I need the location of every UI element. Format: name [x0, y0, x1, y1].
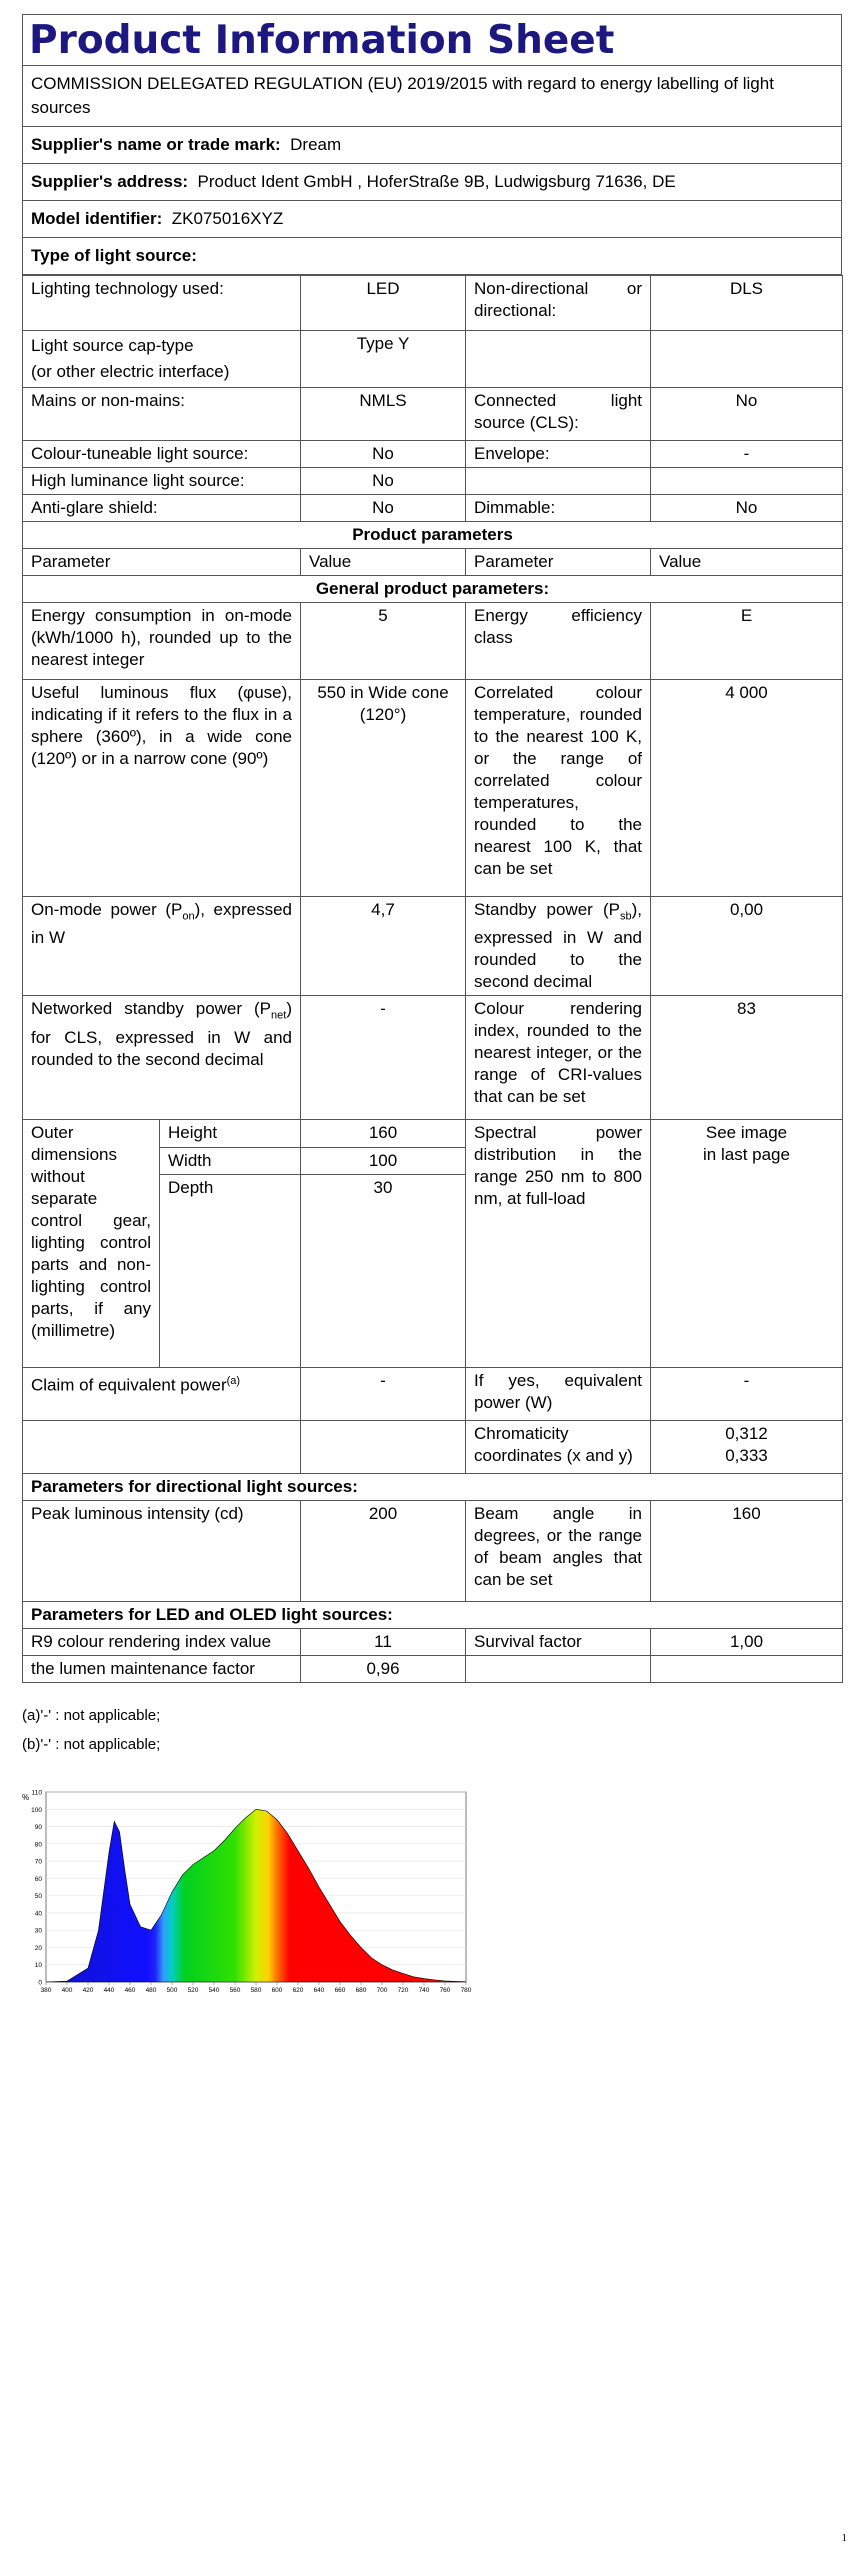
- table-row: [23, 603, 843, 680]
- depth-value: 30: [301, 1175, 466, 1368]
- cri-label: Colour rendering index, rounded to the nearest integer, or the range of CRI-values that can be set: [466, 996, 651, 1120]
- colour-tuneable-value: No: [301, 441, 466, 468]
- x-axis-ticks: [41, 1982, 472, 1994]
- col-value-1: Value: [301, 549, 466, 576]
- spectral-label: Spectral power distribution in the range 250 nm to 800 nm, at full-load: [466, 1120, 651, 1368]
- anti-glare-label: Anti-glare shield:: [23, 495, 301, 522]
- y-tick-label: 110: [31, 1789, 42, 1797]
- product-parameters-heading: Product parameters: [23, 522, 843, 549]
- dimmable-value: No: [651, 495, 843, 522]
- y-tick-label: 50: [34, 1893, 42, 1901]
- y-tick-label: 90: [34, 1824, 42, 1832]
- cri-value: 83: [651, 996, 843, 1120]
- footnote-a: $^{(a)}$'-' : not applicable;: [22, 1707, 161, 1724]
- cct-value: 4 000: [651, 680, 843, 897]
- table-row: [23, 680, 843, 897]
- directional-label: Non-directional or directional:: [466, 276, 651, 331]
- height-value: 160: [301, 1120, 466, 1148]
- table-row: [23, 897, 843, 996]
- x-tick-label: 600: [271, 1987, 283, 1994]
- high-luminance-label: High luminance light source:: [23, 468, 301, 495]
- luminous-flux-value: 550 in Wide cone (120°): [301, 680, 466, 897]
- x-tick-label: 660: [334, 1987, 346, 1994]
- x-tick-label: 740: [418, 1987, 430, 1994]
- x-tick-label: 380: [40, 1987, 52, 1994]
- x-tick-label: 560: [229, 1987, 241, 1994]
- table-row: [23, 468, 843, 495]
- type-heading: Type of light source:: [23, 238, 841, 275]
- height-label: Height: [160, 1120, 301, 1148]
- anti-glare-value: No: [301, 495, 466, 522]
- table-row: [23, 1501, 843, 1602]
- peak-intensity-value: 200: [301, 1501, 466, 1602]
- table-row: [23, 441, 843, 468]
- main-table: [22, 275, 843, 1683]
- width-label: Width: [160, 1147, 301, 1175]
- table-row: [23, 996, 843, 1120]
- table-row: [23, 1421, 843, 1474]
- y-tick-label: 0: [38, 1979, 42, 1987]
- on-mode-power-label: On-mode power $(P_{on})$, expressed in W: [23, 897, 301, 996]
- colour-tuneable-label: Colour-tuneable light source:: [23, 441, 301, 468]
- chromaticity-label: Chromaticity coordinates (x and y): [466, 1421, 651, 1474]
- r9-value: 11: [301, 1629, 466, 1656]
- lighting-tech-value: LED: [301, 276, 466, 331]
- table-row: [23, 495, 843, 522]
- cct-label: Correlated colour temperature, rounded to the nearest 100 K, or the range of correlated colour temperatures, rounded to the nearest 100 K, that can be set: [466, 680, 651, 897]
- y-tick-label: 10: [34, 1962, 42, 1970]
- if-yes-label: If yes, equivalent power (W): [466, 1368, 651, 1421]
- table-row: [23, 388, 843, 441]
- directional-heading: Parameters for directional light sources:: [23, 1474, 843, 1501]
- y-tick-label: 20: [34, 1944, 42, 1952]
- r9-label: R9 colour rendering index value: [23, 1629, 301, 1656]
- y-tick-label: 80: [34, 1841, 42, 1849]
- lumen-maintenance-label: the lumen maintenance factor: [23, 1656, 301, 1683]
- survival-value: 1,00: [651, 1629, 843, 1656]
- regulation-text: COMMISSION DELEGATED REGULATION (EU) 2019/2015 with regard to energy labelling of light sources: [23, 66, 841, 127]
- col-value-2: Value: [651, 549, 843, 576]
- networked-standby-value: -: [301, 996, 466, 1120]
- x-tick-label: 580: [250, 1987, 262, 1994]
- cls-value: No: [651, 388, 843, 441]
- spectral-value: See image in last page: [651, 1120, 843, 1368]
- header-box: [22, 14, 842, 275]
- networked-standby-label: Networked standby power $(P_{net})$ for CLS, expressed in W and rounded to the second decimal: [23, 996, 301, 1120]
- envelope-label: Envelope:: [466, 441, 651, 468]
- table-row: [23, 1474, 843, 1501]
- x-tick-label: 440: [103, 1987, 115, 1994]
- on-mode-power-value: 4,7: [301, 897, 466, 996]
- y-tick-label: 40: [34, 1910, 42, 1918]
- x-tick-label: 640: [313, 1987, 325, 1994]
- table-row: [23, 1602, 843, 1629]
- table-row: [23, 1629, 843, 1656]
- x-tick-label: 400: [61, 1987, 73, 1994]
- table-row: [23, 276, 843, 331]
- table-row: [23, 549, 843, 576]
- y-axis-ticks: [31, 1790, 42, 1987]
- lumen-maintenance-value: 0,96: [301, 1656, 466, 1683]
- if-yes-value: -: [651, 1368, 843, 1421]
- x-tick-label: 700: [376, 1987, 388, 1994]
- x-tick-label: 780: [460, 1987, 472, 1994]
- page-number: 1: [841, 2532, 847, 2544]
- y-tick-label: 70: [34, 1858, 42, 1866]
- directional-value: DLS: [651, 276, 843, 331]
- equivalent-power-value: -: [301, 1368, 466, 1421]
- depth-label: Depth: [160, 1175, 301, 1368]
- cap-type-value: Type Y: [301, 331, 466, 388]
- table-row: [23, 1656, 843, 1683]
- chromaticity-value: 0,312 0,333: [651, 1421, 843, 1474]
- spectral-chart: [16, 1778, 476, 2008]
- mains-label: Mains or non-mains:: [23, 388, 301, 441]
- energy-consumption-value: 5: [301, 603, 466, 680]
- table-row: [23, 331, 843, 388]
- model-identifier: Model identifier: ZK075016XYZ: [23, 201, 841, 238]
- page-title: Product Information Sheet: [23, 15, 841, 66]
- x-tick-label: 480: [145, 1987, 157, 1994]
- standby-power-value: 0,00: [651, 897, 843, 996]
- table-row: [23, 1120, 843, 1148]
- x-tick-label: 720: [397, 1987, 409, 1994]
- x-tick-label: 760: [439, 1987, 451, 1994]
- supplier-name: Supplier's name or trade mark: Dream: [23, 127, 841, 164]
- product-information-sheet: [22, 14, 842, 1683]
- y-tick-label: 60: [34, 1875, 42, 1883]
- outer-dimensions-label: Outer dimensions without separate control gear, lighting control parts and non-lighting control parts, if any (millimetre): [23, 1120, 160, 1368]
- energy-class-value: E: [651, 603, 843, 680]
- dimmable-label: Dimmable:: [466, 495, 651, 522]
- footnote-b: $^{(b)}$'-' : not applicable;: [22, 1736, 161, 1753]
- equivalent-power-label: Claim of equivalent power$^{(a)}$: [23, 1368, 301, 1421]
- high-luminance-value: No: [301, 468, 466, 495]
- x-tick-label: 680: [355, 1987, 367, 1994]
- energy-consumption-label: Energy consumption in on-mode (kWh/1000 h), rounded up to the nearest integer: [23, 603, 301, 680]
- beam-angle-label: Beam angle in degrees, or the range of beam angles that can be set: [466, 1501, 651, 1602]
- luminous-flux-label: Useful luminous flux (φuse), indicating if it refers to the flux in a sphere (360º), in a wide cone (120º) or in a narrow cone (90º): [23, 680, 301, 897]
- cap-type-label: Light source cap-type (or other electric interface): [23, 331, 301, 388]
- cls-label: Connected light source (CLS):: [466, 388, 651, 441]
- survival-label: Survival factor: [466, 1629, 651, 1656]
- x-tick-label: 620: [292, 1987, 304, 1994]
- supplier-address: Supplier's address: Product Ident GmbH , HoferStraße 9B, Ludwigsburg 71636, DE: [23, 164, 841, 201]
- table-row: [23, 576, 843, 603]
- y-axis-label: %: [22, 1793, 30, 1802]
- mains-value: NMLS: [301, 388, 466, 441]
- general-parameters-heading: General product parameters:: [23, 576, 843, 603]
- y-tick-label: 100: [31, 1806, 42, 1814]
- envelope-value: -: [651, 441, 843, 468]
- lighting-tech-label: Lighting technology used:: [23, 276, 301, 331]
- x-tick-label: 540: [208, 1987, 220, 1994]
- x-tick-label: 460: [124, 1987, 136, 1994]
- y-tick-label: 30: [34, 1927, 42, 1935]
- x-tick-label: 420: [82, 1987, 94, 1994]
- col-parameter-2: Parameter: [466, 549, 651, 576]
- led-heading: Parameters for LED and OLED light sources:: [23, 1602, 843, 1629]
- table-row: [23, 522, 843, 549]
- x-tick-label: 520: [187, 1987, 199, 1994]
- standby-power-label: Standby power $(P_{sb})$, expressed in W and rounded to the second decimal: [466, 897, 651, 996]
- col-parameter-1: Parameter: [23, 549, 301, 576]
- peak-intensity-label: Peak luminous intensity (cd): [23, 1501, 301, 1602]
- width-value: 100: [301, 1147, 466, 1175]
- beam-angle-value: 160: [651, 1501, 843, 1602]
- energy-class-label: Energy efficiency class: [466, 603, 651, 680]
- x-tick-label: 500: [166, 1987, 178, 1994]
- table-row: [23, 1368, 843, 1421]
